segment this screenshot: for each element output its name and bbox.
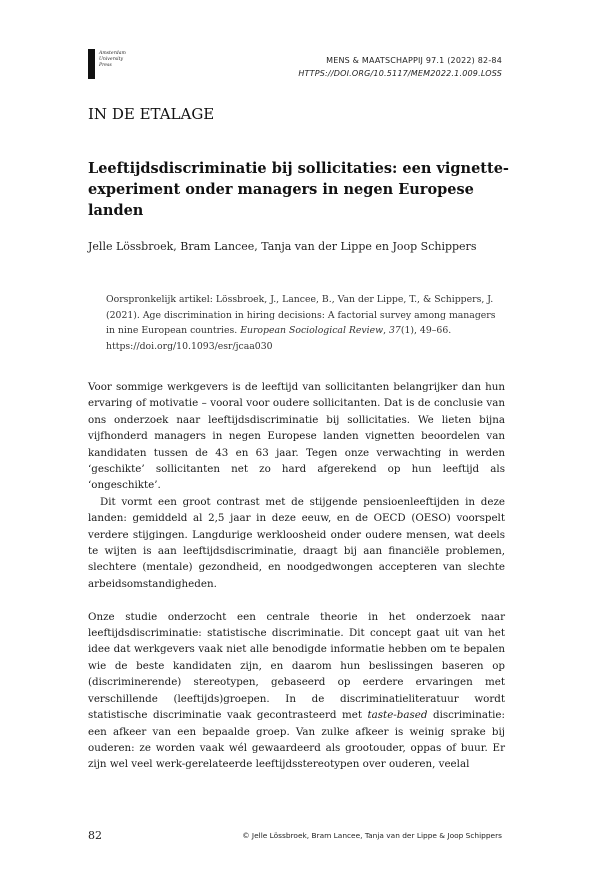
reference-journal: European Sociological Review [240,325,384,336]
copyright-notice: © Jelle Lössbroek, Bram Lancee, Tanja van der Lippe & Joop Schippers [242,831,502,840]
reference-text: Oorspronkelijk artikel: Lössbroek, J., Lancee, B., Van der Lippe, T., & Schippers, J. (2021). Age discrimination in hiring decisions: A factorial survey among managers in nine European countries. [106,294,496,336]
section-heading: IN DE ETALAGE [88,105,215,123]
body-paragraph [88,609,505,773]
article-title: Leeftijdsdiscriminatie bij sollicitaties: een vignette-experiment onder managers in negen Europese landen [88,160,509,219]
body-paragraph: Dit vormt een groot contrast met de stijgende pensioenleeftijden in deze landen: gemiddeld al 2,5 jaar in deze eeuw, en de OECD (OESO) voorspelt verdere stijgingen. Langdurige werkloosheid onder oudere mensen, wat deels te wijten is aan leeftijdsdiscriminatie, draagt bij aan financiële problemen, slechtere (mentale) gezondheid, en noodgedwongen accepteren van slechte arbeidsomstandigheden. [88,495,505,590]
journal-info [298,54,502,80]
journal-citation: MENS & MAATSCHAPPIJ 97.1 (2022) 82-84 [326,56,502,65]
publisher-logo [88,49,148,83]
journal-doi-link[interactable]: HTTPS://DOI.ORG/10.5117/MEM2022.1.009.LOSS [298,69,502,78]
reference-volume: 37 [389,325,401,336]
logo-line: University [99,57,124,62]
article-body [88,379,505,773]
reference-pages-doi[interactable]: (1), 49–66. https://doi.org/10.1093/esr/jcaa030 [106,325,452,352]
body-paragraph: Voor sommige werkgevers is de leeftijd van sollicitanten belangrijker dan hun ervaring of motivatie – vooral voor oudere sollicitanten. Dat is de conclusie van ons onderzoek naar leeftijdsdiscriminatie bij sollicitaties. We lieten bijna vijfhonderd managers in negen Europese landen vignetten beoordelen van kandidaten tussen de 43 en 63 jaar. Tegen onze verwachting in werden ‘geschikte’ sollicitanten net zo hard afgerekend op hun leeftijd als ‘ongeschikte’. [88,381,505,492]
logo-text [99,51,126,69]
original-article-reference: Oorspronkelijk artikel: Lössbroek, J., Lancee, B., Van der Lippe, T., & Schippers, J. (2021). Age discrimination in hiring decisions: A factorial survey among managers in nine European countries. European Sociological Review, 37(1), 49–66. https://doi.org/10.1093/esr/jcaa030 [106,294,496,352]
logo-line: Press [99,63,112,68]
logo-mark [88,49,95,79]
page-number: 82 [88,829,102,842]
emphasis-text: taste-based [367,709,428,722]
paragraph-text: discriminatie: een afkeer van een bepaalde groep. Van zulke afkeer is weinig sprake bij ouderen: ze worden vaak wél gewaardeerd als grootouder, oppas of buur. Er zijn wel veel werk-gerelateerde leeftijdsstereotypen over ouderen, veelal [88,709,505,771]
article-authors: Jelle Lössbroek, Bram Lancee, Tanja van der Lippe en Joop Schippers [88,240,477,253]
paragraph-text: Onze studie onderzocht een centrale theorie in het onderzoek naar leeftijdsdiscriminatie: statistische discriminatie. Dit concept gaat uit van het idee dat werkgevers vaak niet alle benodigde informatie hebben om te bepalen wie de beste kandidaten zijn, en daarom hun beslissingen baseren op (discriminerende) stereotypen, gebaseerd op eerdere ervaringen met verschillende (leeftijds)groepen. In de discriminatieliteratuur wordt statistische discriminatie vaak gecontrasteerd met [88,610,505,722]
logo-line: Amsterdam [99,51,126,56]
